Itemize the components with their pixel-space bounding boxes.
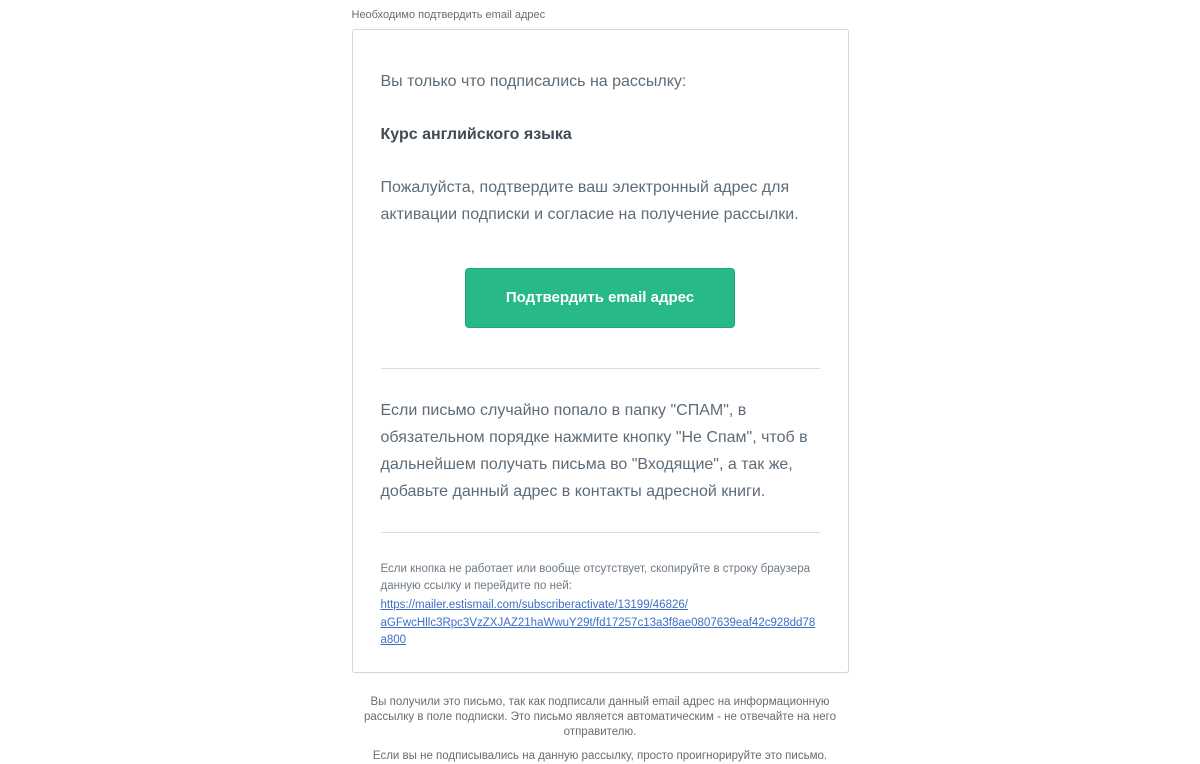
email-view [352,9,849,764]
divider-bottom [381,532,820,533]
footer-ignore-note: Если вы не подписывались на данную рассылку, просто проигнорируйте это письмо. [372,749,828,762]
email-preheader: Необходимо подтвердить email адрес [351,9,546,21]
email-footer [358,695,843,764]
instruction-text: Пожалуйста, подтвердите ваш электронный адрес для активации подписки и согласие на получение рассылки. [380,179,799,223]
confirm-email-button[interactable]: Подтвердить email адрес [465,268,735,328]
activation-link-line2: aGFwcHllc3Rpc3VzZXJAZ21haWwuY29t/fd17257c13a3f8ae0807639eaf42c928dd78a800 [380,616,816,646]
fallback-instruction: Если кнопка не работает или вообще отсутствует, скопируйте в строку браузера данную ссылку и перейдите по ней: [380,563,810,592]
activation-link[interactable] [381,597,820,650]
confirm-button-row [381,268,820,328]
newsletter-name: Курс английского языка [380,126,572,143]
activation-link-line1: https://mailer.estismail.com/subscriberactivate/13199/46826/ [380,599,688,611]
divider-top [381,368,820,369]
email-card [352,29,849,673]
spam-note: Если письмо случайно попало в папку "СПАМ", в обязательном порядке нажмите кнопку "Не Спам", чтоб в дальнейшем получать письма во "Входящие", а так же, добавьте данный адрес в контакты адресной книги. [380,402,808,500]
footer-disclaimer: Вы получили это письмо, так как подписали данный email адрес на информационную рассылку в поле подписки. Это письмо является автоматическим - не отвечайте на него отправителю. [363,695,837,738]
intro-text: Вы только что подписались на рассылку: [380,73,687,90]
